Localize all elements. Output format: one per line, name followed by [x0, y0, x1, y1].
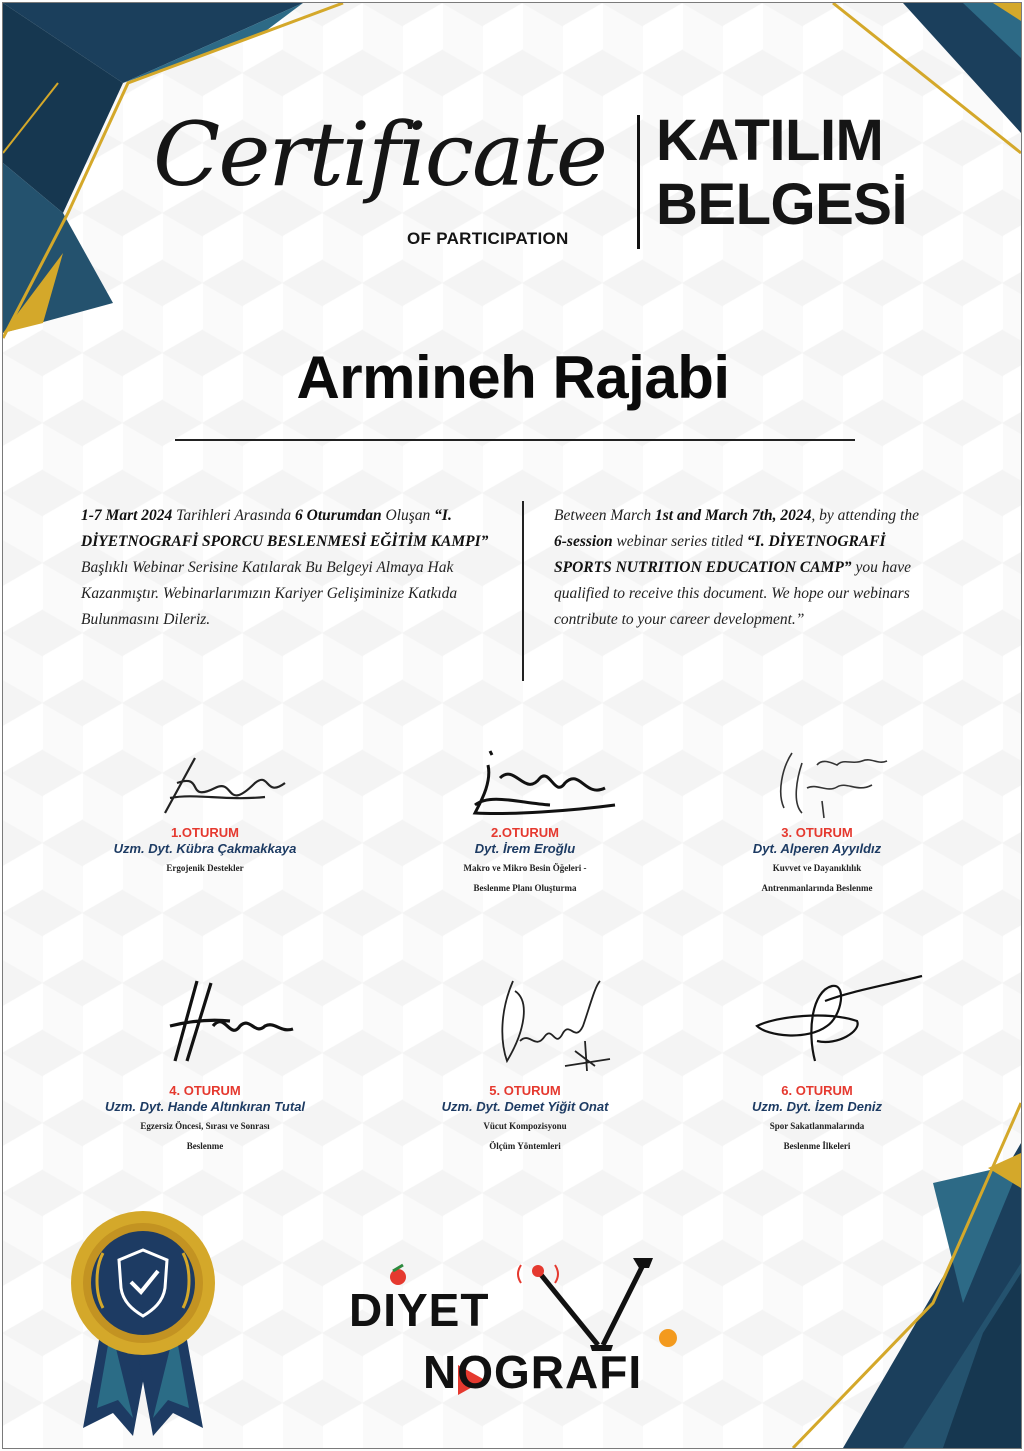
- signature-6-session: 6. OTURUM: [781, 1083, 853, 1098]
- en-program: “I. DİYETNOGRAFİ SPORTS NUTRITION EDUCATION CAMP”: [554, 533, 886, 576]
- tr-program: “I. DİYETNOGRAFİ SPORCU BESLENMESİ EĞİTİM KAMPI”: [81, 507, 489, 550]
- signature-5-topic: [395, 1116, 655, 1156]
- tr-date-range: 1-7 Mart 2024: [81, 507, 173, 524]
- signature-block-3: [687, 743, 947, 898]
- signature-6-topic-line1: Spor Sakatlanmalarında: [769, 1121, 865, 1131]
- title-tr-line1: KATILIM: [656, 108, 884, 173]
- certificate-page: [2, 2, 1022, 1449]
- signature-2-topic-line1: Makro ve Mikro Besin Öğeleri -: [463, 863, 587, 873]
- body-text-turkish: [81, 503, 507, 633]
- en-text-2: , by attending the: [811, 507, 919, 524]
- signature-3-topic-line1: Kuvvet ve Dayanıklılık: [772, 863, 862, 873]
- signature-3-topic: [687, 858, 947, 898]
- signature-1-topic: [75, 858, 335, 878]
- tr-text-2: Oluşan: [381, 507, 435, 524]
- tr-text-3: Başlıklı Webinar Serisine Katılarak Bu Belgeyi Almaya Hak Kazanmıştır. Webinarlarımızın Kariyer Gelişiminize Katkıda Bulunmasını Dileriz.: [81, 559, 458, 628]
- certificate-title-turkish: [656, 109, 956, 237]
- certificate-title-script: Certificate: [153, 103, 606, 206]
- en-text-4: you have qualified to receive this document. We hope our webinars contribute to your career development.”: [554, 559, 911, 628]
- signature-2-name: Dyt. İrem Eroğlu: [474, 841, 576, 856]
- signature-6-topic: [687, 1116, 947, 1156]
- signature-6-image: [707, 971, 927, 1081]
- signature-4-topic-line1: Egzersiz Öncesi, Sırası ve Sonrası: [140, 1121, 270, 1131]
- tr-text-1: Tarihleri Arasında: [172, 507, 296, 524]
- signature-4-image: [115, 971, 295, 1081]
- signature-4-name: Uzm. Dyt. Hande Altınkıran Tutal: [104, 1099, 306, 1114]
- signature-2-image: [430, 743, 620, 823]
- signature-5-topic-line2: Ölçüm Yöntemleri: [489, 1141, 561, 1151]
- signature-2-topic-line2: Beslenme Planı Oluşturma: [473, 883, 577, 893]
- signature-block-5: [395, 971, 655, 1156]
- title-tr-line2: BELGESİ: [656, 172, 908, 237]
- signature-block-4: [75, 971, 335, 1156]
- logo-line2: NOGRAFI: [423, 1346, 643, 1398]
- signature-4-session: 4. OTURUM: [169, 1083, 241, 1098]
- recipient-name: Armineh Rajabi: [296, 344, 730, 411]
- body-text-english: [554, 503, 934, 633]
- diyetnografi-logo: [343, 1253, 683, 1403]
- signature-5-image: [435, 971, 615, 1081]
- signature-5-topic-line1: Vücut Kompozisyonu: [483, 1121, 567, 1131]
- certificate-subtitle: OF PARTICIPATION: [407, 229, 569, 248]
- tr-sessions: 6 Oturumdan: [295, 507, 382, 524]
- signature-1-image: [115, 743, 295, 823]
- title-divider: [637, 115, 640, 249]
- en-text-1: Between March: [554, 507, 655, 524]
- award-seal-icon: [63, 1208, 223, 1438]
- name-underline: [175, 439, 855, 441]
- logo-line1: DIYET: [349, 1284, 490, 1336]
- signature-4-topic: [75, 1116, 335, 1156]
- signature-5-name: Uzm. Dyt. Demet Yiğit Onat: [441, 1099, 609, 1114]
- signature-2-session: 2.OTURUM: [491, 825, 559, 840]
- signature-4-topic-line2: Beslenme: [186, 1141, 224, 1151]
- signature-1-topic-line1: Ergojenik Destekler: [166, 863, 244, 873]
- signature-3-session: 3. OTURUM: [781, 825, 853, 840]
- signature-6-topic-line2: Beslenme İlkeleri: [783, 1141, 851, 1151]
- signature-1-session: 1.OTURUM: [171, 825, 239, 840]
- signature-block-6: [687, 971, 947, 1156]
- signature-6-name: Uzm. Dyt. İzem Deniz: [751, 1099, 883, 1114]
- signature-block-2: [395, 743, 655, 898]
- signature-3-topic-line2: Antrenmanlarında Beslenme: [761, 883, 873, 893]
- en-text-3: webinar series titled: [612, 533, 747, 550]
- signature-5-session: 5. OTURUM: [489, 1083, 561, 1098]
- signature-3-name: Dyt. Alperen Ayyıldız: [752, 841, 882, 856]
- signature-1-name: Uzm. Dyt. Kübra Çakmakkaya: [113, 841, 297, 856]
- signature-2-topic: [395, 858, 655, 898]
- en-sessions: 6-session: [554, 533, 613, 550]
- signature-3-image: [722, 743, 912, 823]
- signature-block-1: [75, 743, 335, 878]
- body-divider: [522, 501, 524, 681]
- en-dates: 1st and March 7th, 2024: [655, 507, 812, 524]
